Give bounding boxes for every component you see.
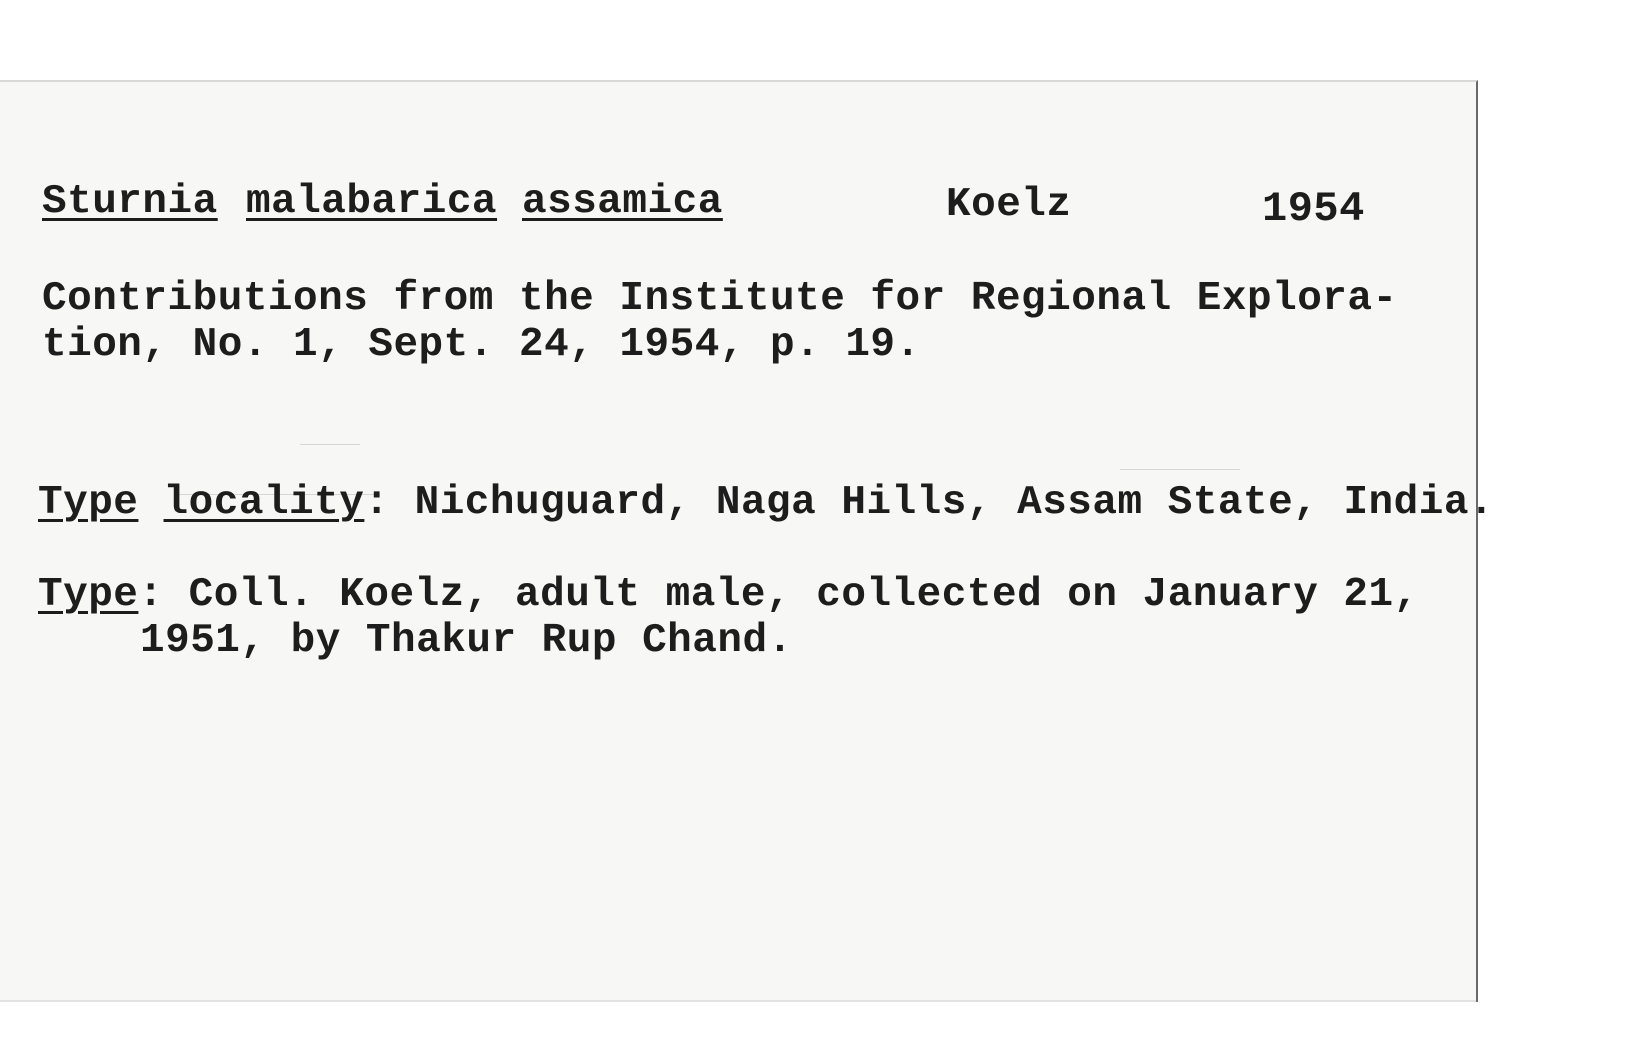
type-value-line-1: Coll. Koelz, adult male, collected on January 21, <box>188 572 1419 618</box>
scan-smudge <box>1120 469 1240 470</box>
type-locality-label-word1: Type <box>38 480 139 526</box>
subspecies-name: assamica <box>522 179 723 225</box>
type-locality-separator: : <box>364 480 390 526</box>
publication-year: 1954 <box>1262 185 1365 233</box>
type-locality-value: Nichuguard, Naga Hills, Assam State, India. <box>414 480 1495 526</box>
type-locality-label-word2: locality <box>163 480 365 526</box>
type-label: Type <box>38 572 139 618</box>
species-name: malabarica <box>246 179 498 225</box>
scan-smudge <box>300 444 360 445</box>
genus-name: Sturnia <box>42 179 218 225</box>
author-name: Koelz <box>946 182 1072 228</box>
type-separator: : <box>138 572 164 618</box>
type-locality-row <box>38 480 1494 526</box>
citation-line-1: Contributions from the Institute for Regional Explora- <box>42 276 1398 322</box>
citation-line-2: tion, No. 1, Sept. 24, 1954, p. 19. <box>42 322 921 368</box>
type-row <box>38 572 1419 618</box>
type-value-line-2: 1951, by Thakur Rup Chand. <box>140 618 793 664</box>
index-card <box>0 80 1495 1002</box>
